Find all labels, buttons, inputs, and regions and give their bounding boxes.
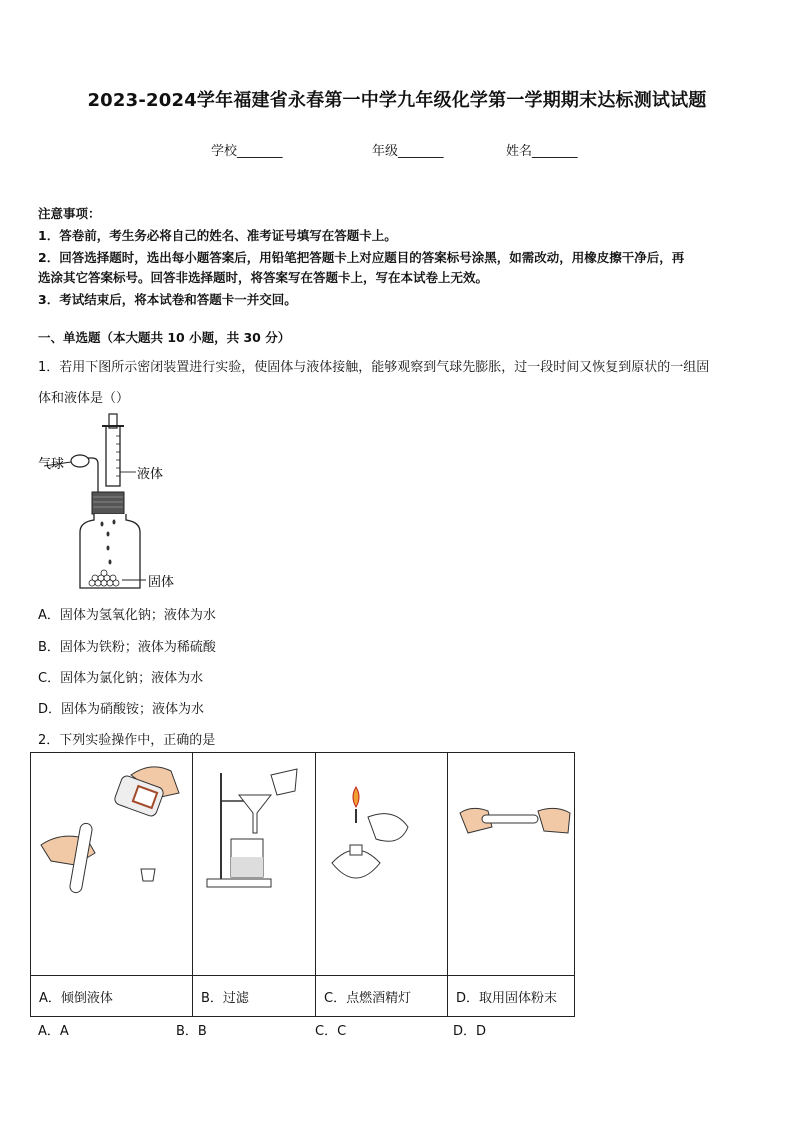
grade-field: 年级_______ [372,144,444,159]
notice-line: 2．回答选择题时，选出每小题答案后，用铅笔把答题卡上对应题目的答案标号涂黑，如需改动，用橡皮擦干净后，再 [38,250,685,265]
q1-stem-line1: 1．若用下图所示密闭装置进行实验，使固体与液体接触，能够观察到气球先膨胀，过一段时间又恢复到原状的一组固 [38,360,710,375]
name-field: 姓名_______ [506,144,578,159]
q1-option-b[interactable]: B．固体为铁粉；液体为稀硫酸 [38,640,216,655]
balloon-label: 气球 [38,457,65,472]
panel-a-label: A．倾倒液体 [31,976,193,1017]
liquid-label: 液体 [137,467,164,482]
q1-option-d[interactable]: D．固体为硝酸铵；液体为水 [38,702,205,717]
q2-option-b[interactable]: B．B [176,1024,207,1039]
notice-line: 1．答卷前，考生务必将自己的姓名、准考证号填写在答题卡上。 [38,228,397,243]
q1-option-a[interactable]: A．固体为氢氧化钠；液体为水 [38,608,216,623]
panel-c-image [316,753,448,976]
q2-option-c[interactable]: C．C [315,1024,347,1039]
section-heading: 一、单选题（本大题共 10 小题，共 30 分） [38,330,291,345]
q1-stem-line2: 体和液体是（） [38,391,130,406]
q2-stem: 2．下列实验操作中，正确的是 [38,733,216,748]
panel-b-image [193,753,316,976]
q2-operations-table [30,752,575,1017]
q2-option-d[interactable]: D．D [453,1024,487,1039]
panel-d-label: D．取用固体粉末 [448,976,575,1017]
q2-option-a[interactable]: A．A [38,1024,69,1039]
panel-a-image [31,753,193,976]
panel-c-label: C．点燃酒精灯 [316,976,448,1017]
q1-option-c[interactable]: C．固体为氯化钠；液体为水 [38,671,204,686]
page-title: 2023-2024学年福建省永春第一中学九年级化学第一学期期末达标测试试题 [87,90,707,111]
q1-apparatus-figure [36,412,196,592]
solid-label: 固体 [148,575,175,590]
school-field: 学校_______ [211,144,283,159]
panel-d-image [448,753,575,976]
notice-line: 3．考试结束后，将本试卷和答题卡一并交回。 [38,292,297,307]
notice-heading: 注意事项： [38,206,101,221]
notice-line: 选涂其它答案标号。回答非选择题时，将答案写在答题卡上，写在本试卷上无效。 [38,270,489,285]
panel-b-label: B．过滤 [193,976,316,1017]
